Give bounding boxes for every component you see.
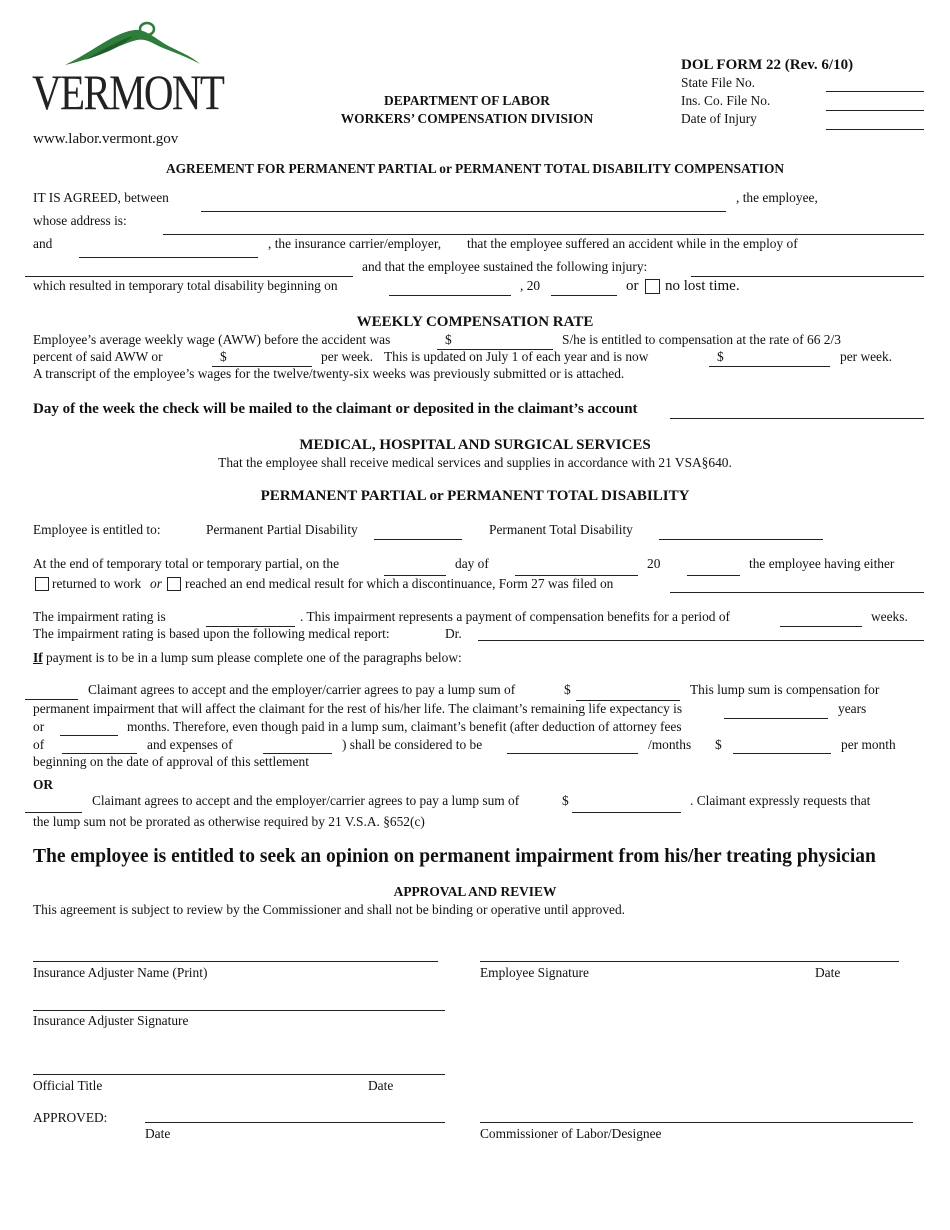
division-heading: WORKERS’ COMPENSATION DIVISION <box>340 111 594 126</box>
website-link[interactable]: www.labor.vermont.gov <box>33 131 179 147</box>
life-months-field[interactable] <box>60 735 118 736</box>
twenty-label: 20 <box>647 556 661 571</box>
beginning-label: beginning on the date of approval of this settlement <box>33 754 309 769</box>
end-of-label: At the end of temporary total or temporary partial, on the <box>33 556 340 571</box>
medical-text: That the employee shall receive medical services and supplies in accordance with 21 VSA§640. <box>218 455 732 470</box>
permanent-heading: PERMANENT PARTIAL or PERMANENT TOTAL DISABILITY <box>260 488 690 504</box>
months-label: months. Therefore, even though paid in a lump sum, claimant’s benefit (after deduction of attorney fees <box>127 719 682 734</box>
per-months-label: /months <box>648 737 692 752</box>
or-italic: or <box>150 576 162 591</box>
adjuster-sig-label: Insurance Adjuster Signature <box>33 1013 189 1028</box>
per-month-field[interactable] <box>733 753 831 754</box>
percent-label: percent of said AWW or <box>33 349 163 364</box>
employee-sig-label: Employee Signature <box>480 965 589 980</box>
current-dollar: $ <box>717 349 724 364</box>
address-label: whose address is: <box>33 213 127 228</box>
returned-checkbox[interactable] <box>35 577 49 591</box>
no-lost-time-checkbox[interactable] <box>645 279 660 294</box>
it-is-agreed: IT IS AGREED, between <box>33 190 169 205</box>
lump1-dollar2: $ <box>715 737 722 752</box>
day-of-label: day of <box>455 556 489 571</box>
commissioner-label: Commissioner of Labor/Designee <box>480 1126 662 1141</box>
employee-name-field[interactable] <box>201 211 726 212</box>
form-id: DOL FORM 22 (Rev. 6/10) <box>681 57 854 73</box>
lump2-dollar: $ <box>562 793 569 808</box>
life-years-field[interactable] <box>724 718 828 719</box>
based-label: The impairment rating is based upon the following medical report: <box>33 626 390 641</box>
ttd-label: which resulted in temporary total disability beginning on <box>33 278 338 293</box>
weekly-heading: WEEKLY COMPENSATION RATE <box>356 314 594 330</box>
aww-dollar: $ <box>445 332 452 347</box>
adjuster-signature-field[interactable] <box>33 1010 445 1011</box>
no-lost-time-label: no lost time. <box>665 278 740 294</box>
address-field[interactable] <box>163 234 924 235</box>
medical-heading: MEDICAL, HOSPITAL AND SURGICAL SERVICES <box>299 437 651 453</box>
aww-label: Employee’s average weekly wage (AWW) before the accident was <box>33 332 391 347</box>
lump1-line2: permanent impairment that will affect the claimant for the rest of his/her life. The claimant’s remaining life expectancy is <box>33 701 683 716</box>
injury-date-label: Date of Injury <box>681 111 757 126</box>
official-date-label: Date <box>368 1078 394 1093</box>
updated-label: This is updated on July 1 of each year and is now <box>384 349 649 364</box>
opinion-statement: The employee is entitled to seek an opinion on permanent impairment from his/her treating physician <box>33 846 876 867</box>
state-file-field[interactable] <box>826 91 924 92</box>
ttd-date-field[interactable] <box>389 295 511 296</box>
accident-label: that the employee suffered an accident while in the employ of <box>467 236 798 251</box>
form-title: AGREEMENT FOR PERMANENT PARTIAL or PERMANENT TOTAL DISABILITY COMPENSATION <box>165 161 785 176</box>
reached-label: reached an end medical result for which a discontinuance, Form 27 was filed on <box>185 576 614 591</box>
weeks-label: weeks. <box>871 609 908 624</box>
approval-heading: APPROVAL AND REVIEW <box>393 884 557 899</box>
lump1-or: or <box>33 719 45 734</box>
expenses-label: and expenses of <box>147 737 233 752</box>
injury-field[interactable] <box>691 276 924 277</box>
lump1-dollar: $ <box>564 682 571 697</box>
official-title-label: Official Title <box>33 1078 103 1093</box>
ppd-label: Permanent Partial Disability <box>206 522 358 537</box>
current-rate-field[interactable] <box>709 366 830 367</box>
end-year-field[interactable] <box>687 575 740 576</box>
lump1-initial-field[interactable] <box>25 699 78 700</box>
carrier-label: , the insurance carrier/employer, <box>268 236 442 251</box>
dr-label: Dr. <box>445 626 462 641</box>
per-month-label: per month <box>841 737 896 752</box>
having-label: the employee having either <box>749 556 895 571</box>
transcript-label: A transcript of the employee’s wages for the twelve/twenty-six weeks was previously submitted or is attached. <box>33 366 625 381</box>
lump2-not-prorated: the lump sum not be prorated as otherwise required by 21 V.S.A. §652(c) <box>33 814 425 829</box>
approved-label: APPROVED: <box>33 1110 108 1125</box>
lump1-of: of <box>33 737 45 752</box>
injury-date-field[interactable] <box>826 129 924 130</box>
official-title-field[interactable] <box>33 1074 445 1075</box>
lump1-compensation: This lump sum is compensation for <box>690 682 880 697</box>
comma-20: , 20 <box>520 278 541 293</box>
if-label: If <box>33 650 43 665</box>
entitled-to-label: Employee is entitled to: <box>33 522 161 537</box>
ptd-label: Permanent Total Disability <box>489 522 633 537</box>
commissioner-field[interactable] <box>480 1122 913 1123</box>
employee-date-label: Date <box>815 965 841 980</box>
rating-label: The impairment rating is <box>33 609 166 624</box>
medical-report-field[interactable] <box>478 640 924 641</box>
considered-label: ) shall be considered to be <box>342 737 483 752</box>
reached-checkbox[interactable] <box>167 577 181 591</box>
ttd-year-field[interactable] <box>551 295 617 296</box>
entitled-label: S/he is entitled to compensation at the rate of 66 2/3 <box>562 332 841 347</box>
or-label: or <box>626 278 639 294</box>
injury-label: and that the employee sustained the following injury: <box>362 259 648 274</box>
form27-date-field[interactable] <box>670 592 924 593</box>
considered-field[interactable] <box>507 753 638 754</box>
approved-date-label: Date <box>145 1126 171 1141</box>
ppd-field[interactable] <box>374 539 462 540</box>
ins-file-label: Ins. Co. File No. <box>681 93 771 108</box>
the-employee-label: , the employee, <box>736 190 818 205</box>
approved-date-field[interactable] <box>145 1122 445 1123</box>
ins-file-field[interactable] <box>826 110 924 111</box>
state-file-label: State File No. <box>681 75 756 90</box>
and-label: and <box>33 236 53 251</box>
years-label: years <box>838 701 867 716</box>
day-of-week-label: Day of the week the check will be mailed to the claimant or deposited in the claimant’s account <box>33 401 638 417</box>
or-separator: OR <box>33 777 54 792</box>
lump2-amount-field[interactable] <box>572 812 681 813</box>
employer-field[interactable] <box>25 276 353 277</box>
lump-intro: payment is to be in a lump sum please complete one of the paragraphs below: <box>46 650 462 665</box>
carrier-field[interactable] <box>79 257 258 258</box>
day-of-week-field[interactable] <box>670 418 924 419</box>
comp-dollar: $ <box>220 349 227 364</box>
per-week-label: per week. <box>321 349 374 364</box>
lump2-requests: . Claimant expressly requests that <box>690 793 871 808</box>
represents-label: . This impairment represents a payment of compensation benefits for a period of <box>300 609 730 624</box>
ptd-field[interactable] <box>659 539 823 540</box>
adjuster-name-field[interactable] <box>33 961 438 962</box>
dept-heading: DEPARTMENT OF LABOR <box>384 93 550 108</box>
adjuster-name-label: Insurance Adjuster Name (Print) <box>33 965 208 980</box>
returned-label: returned to work <box>52 576 142 591</box>
vermont-logo-text: VERMONT <box>32 64 224 120</box>
lump2-initial-field[interactable] <box>25 812 82 813</box>
per-week-label-2: per week. <box>840 349 893 364</box>
approval-text: This agreement is subject to review by the Commissioner and shall not be binding or operative until approved. <box>33 902 626 917</box>
weeks-field[interactable] <box>780 626 862 627</box>
employee-signature-field[interactable] <box>480 961 899 962</box>
lump2-claimant: Claimant agrees to accept and the employer/carrier agrees to pay a lump sum of <box>92 793 520 808</box>
lump1-claimant: Claimant agrees to accept and the employer/carrier agrees to pay a lump sum of <box>88 682 516 697</box>
